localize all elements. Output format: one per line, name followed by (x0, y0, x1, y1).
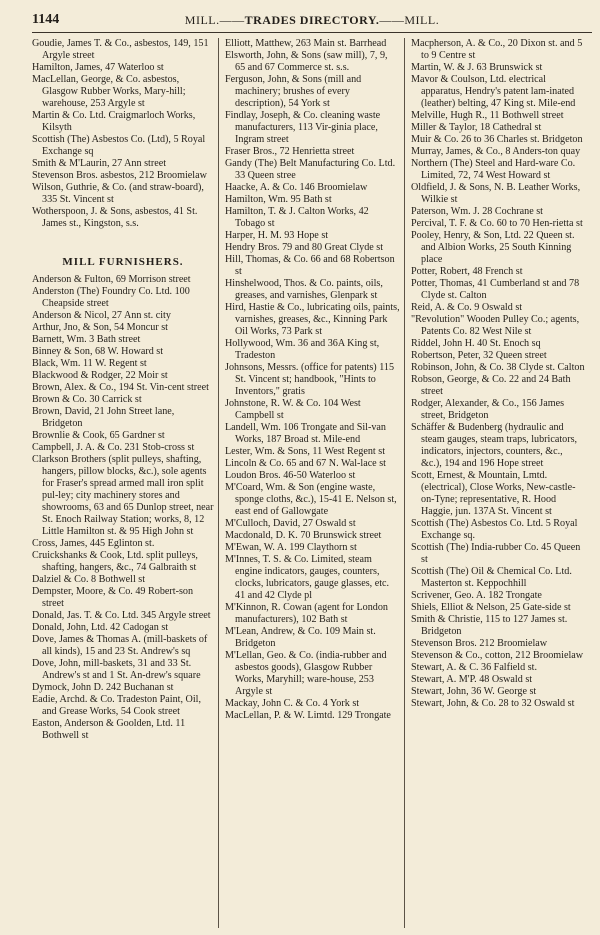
directory-entry: Oldfield, J. & Sons, N. B. Leather Works, Wilkie st (411, 182, 581, 205)
directory-entry: Johnsons, Messrs. (office for patents) 115 St. Vincent st; handbook, "Hints to Inventors," gratis (225, 362, 395, 397)
directory-entry: Eadie, Archd. & Co. Tradeston Paint, Oil, and Grease Works, 54 Cook street (32, 694, 202, 717)
directory-entry: Harper, H. M. 93 Hope st (225, 230, 329, 241)
running-title (32, 13, 592, 28)
directory-entry: Hamilton, Wm. 95 Bath st (225, 194, 332, 205)
directory-entry: Reid, A. & Co. 9 Oswald st (411, 302, 523, 313)
directory-entry: Robertson, Peter, 32 Queen street (411, 350, 547, 361)
directory-entry: Robson, George, & Co. 22 and 24 Bath street (411, 374, 571, 397)
directory-entry: Schäffer & Budenberg (hydraulic and steam gauges, steam traps, lubricators, indicators, injectors, counters, &c., &c.), 194 and 196 Hope street (411, 422, 578, 469)
directory-entry: MacLellan, George, & Co. asbestos, Glasgow Rubber Works, Mary-hill; warehouse, 253 Argyle st (32, 74, 186, 109)
directory-entry: Riddel, John H. 40 St. Enoch sq (411, 338, 541, 349)
directory-entry: Scott, Ernest, & Mountain, Lmtd. (electrical), Close Works, New-castle-on-Tyne; representative, R. Hood Haggie, jun. 137A St. Vincent st (411, 470, 576, 517)
directory-entry: Lester, Wm. & Sons, 11 West Regent st (225, 446, 386, 457)
directory-entry: Hinshelwood, Thos. & Co. paints, oils, greases, and varnishes, Glenpark st (225, 278, 383, 301)
running-left-word: MILL. (184, 13, 220, 27)
mill-furnishers-entries (32, 274, 214, 742)
directory-entry: Wotherspoon, J. & Sons, asbestos, 41 St. James st., Kingston, s.s. (32, 206, 198, 229)
running-sep-right: —— (379, 13, 405, 27)
column-3 (404, 38, 590, 928)
directory-entry: Brown, David, 21 John Street lane, Bridgeton (32, 406, 175, 429)
directory-entry: Easton, Anderson & Goolden, Ltd. 11 Bothwell st (32, 718, 186, 741)
directory-entry: Barnett, Wm. 3 Bath street (32, 334, 141, 345)
directory-entry: Cross, James, 445 Eglinton st. (32, 538, 155, 549)
column-1 (32, 38, 218, 928)
directory-entry: Smith & Christie, 115 to 127 James st. Bridgeton (411, 614, 568, 637)
directory-entry: Dymock, John D. 242 Buchanan st (32, 682, 174, 693)
directory-entry: Dove, John, mill-baskets, 31 and 33 St. Andrew's st and 1 St. An-drew's square (32, 658, 201, 681)
directory-entry: Brownlie & Cook, 65 Gardner st (32, 430, 165, 441)
directory-entry: Elliott, Matthew, 263 Main st. Barrhead (225, 38, 387, 49)
directory-entry: Mavor & Coulson, Ltd. electrical apparatus, Hendry's patent lam-inated (leather) belting, 47 King st. Mile-end (411, 74, 576, 109)
directory-entry: Campbell, J. A. & Co. 231 Stob-cross st (32, 442, 195, 453)
directory-entry: Brown, Alex. & Co., 194 St. Vin-cent street (32, 382, 209, 393)
directory-entry: Rodger, Alexander, & Co., 156 James street, Bridgeton (411, 398, 565, 421)
directory-entry: Potter, Robert, 48 French st (411, 266, 523, 277)
directory-entry: Anderston (The) Foundry Co. Ltd. 100 Cheapside street (32, 286, 190, 309)
section-heading-mill-furnishers: MILL FURNISHERS. (62, 256, 184, 268)
directory-entry: Muir & Co. 26 to 36 Charles st. Bridgeton (411, 134, 583, 145)
directory-entry: Hill, Thomas, & Co. 66 and 68 Robertson st (225, 254, 395, 277)
directory-entry: Ferguson, John, & Sons (mill and machinery; brushes of every description), 54 York st (225, 74, 362, 109)
directory-entry: Dalziel & Co. 8 Bothwell st (32, 574, 146, 585)
directory-entry: Hird, Hastie & Co., lubricating oils, paints, varnishes, greases, &c., Kinning Park Oil Works, 73 Park st (225, 302, 400, 337)
directory-entry: M'Innes, T. S. & Co. Limited, steam engine indicators, gauges, counters, clocks, lubricators, gauge glasses, etc. 41 and 42 Clyde pl (225, 554, 390, 601)
directory-entry: Anderson & Nicol, 27 Ann st. city (32, 310, 171, 321)
directory-entry: Cruickshanks & Cook, Ltd. split pulleys, shafting, hangers, &c., 74 Galbraith st (32, 550, 198, 573)
directory-entry: Dempster, Moore, & Co. 49 Robert-son street (32, 586, 194, 609)
running-sep-left: —— (219, 13, 245, 27)
directory-entry: Macdonald, D. K. 70 Brunswick street (225, 530, 382, 541)
directory-entry: Northern (The) Steel and Hard-ware Co. Limited, 72, 74 West Howard st (411, 158, 576, 181)
directory-entry: Findlay, Joseph, & Co. cleaning waste manufacturers, 113 Vir-ginia place, Ingram street (225, 110, 381, 145)
directory-columns (32, 38, 592, 928)
directory-entry: Arthur, Jno, & Son, 54 Moncur st (32, 322, 168, 333)
directory-entry: Hamilton, James, 47 Waterloo st (32, 62, 164, 73)
directory-entry: Potter, Thomas, 41 Cumberland st and 78 Clyde st. Calton (411, 278, 580, 301)
directory-entry: Donald, Jas. T. & Co. Ltd. 345 Argyle street (32, 610, 211, 621)
directory-entry: Hendry Bros. 79 and 80 Great Clyde st (225, 242, 384, 253)
directory-entry: Percival, T. F. & Co. 60 to 70 Hen-rietta st (411, 218, 583, 229)
directory-entry: Miller & Taylor, 18 Cathedral st (411, 122, 542, 133)
directory-entry: Lincoln & Co. 65 and 67 N. Wal-lace st (225, 458, 386, 469)
directory-entry: Blackwood & Rodger, 22 Moir st (32, 370, 168, 381)
directory-entry: Clarkson Brothers (split pulleys, shafting, hangers, pillow blocks, &c.), sole agents for Fraser's spread armed mall iron split pul-ley; city machinery stores and showrooms, 63 and 65 Dunlop street, near St. Enoch Railway Station; works, 8, 12 Little Hamilton st. & 95 High John st (32, 454, 214, 537)
directory-entry: Brown & Co. 30 Carrick st (32, 394, 142, 405)
directory-entry: Black, Wm. 11 W. Regent st (32, 358, 147, 369)
directory-entry: Martin, W. & J. 63 Brunswick st (411, 62, 543, 73)
section-gap (32, 230, 214, 254)
directory-entry: "Revolution" Wooden Pulley Co.; agents, Patents Co. 82 West Nile st (411, 314, 580, 337)
directory-entry: Anderson & Fulton, 69 Morrison street (32, 274, 191, 285)
directory-entry: Haacke, A. & Co. 146 Broomielaw (225, 182, 368, 193)
page-header (32, 10, 592, 33)
directory-entry: M'Coard, Wm. & Son (engine waste, sponge cloths, &c.), 15-41 E. Nelson st, east end of Gallowgate (225, 482, 397, 517)
directory-entry: M'Lean, Andrew, & Co. 109 Main st. Bridgeton (225, 626, 376, 649)
directory-entry: Stewart, John, & Co. 28 to 32 Oswald st (411, 698, 575, 709)
directory-entry: Macpherson, A. & Co., 20 Dixon st. and 5 to 9 Centre st (411, 38, 583, 61)
directory-entry: Hamilton, T. & J. Calton Works, 42 Tobago st (225, 206, 369, 229)
directory-entry: Stevenson Bros. asbestos, 212 Broomielaw (32, 170, 207, 181)
directory-entry: Hollywood, Wm. 36 and 36A King st, Tradeston (225, 338, 380, 361)
directory-entry: Robinson, John, & Co. 38 Clyde st. Calton (411, 362, 585, 373)
directory-entry: Dove, James & Thomas A. (mill-baskets of all kinds), 15 and 23 St. Andrew's sq (32, 634, 208, 657)
directory-entry: Scottish (The) Asbestos Co. (Ltd), 5 Royal Exchange sq (32, 134, 206, 157)
directory-entry: Martin & Co. Ltd. Craigmarloch Works, Kilsyth (32, 110, 196, 133)
directory-entry: Elsworth, John, & Sons (saw mill), 7, 9, 65 and 67 Commerce st. s.s. (225, 50, 388, 73)
directory-entry: Fraser Bros., 72 Henrietta street (225, 146, 355, 157)
directory-entry: Gandy (The) Belt Manufacturing Co. Ltd. 33 Queen stree (225, 158, 396, 181)
asbestos-entries (32, 38, 214, 230)
directory-entry: Scottish (The) Asbestos Co. Ltd. 5 Royal Exchange sq. (411, 518, 578, 541)
directory-entry: Stewart, A. & C. 36 Falfield st. (411, 662, 537, 673)
directory-entry: Scottish (The) India-rubber Co. 45 Queen st (411, 542, 581, 565)
directory-entry: Johnstone, R. W. & Co. 104 West Campbell st (225, 398, 361, 421)
directory-entry: Scottish (The) Oil & Chemical Co. Ltd. Masterton st. Keppochhill (411, 566, 572, 589)
directory-entry: Stewart, A. M'P. 48 Oswald st (411, 674, 533, 685)
directory-entry: Paterson, Wm. J. 28 Cochrane st (411, 206, 543, 217)
directory-entry: M'Kinnon, R. Cowan (agent for London manufacturers), 102 Bath st (225, 602, 388, 625)
directory-title: TRADES DIRECTORY. (244, 13, 380, 27)
directory-entry: M'Ewan, W. A. 199 Claythorn st (225, 542, 357, 553)
directory-entry: Stevenson Bros. 212 Broomielaw (411, 638, 548, 649)
column-2 (218, 38, 404, 928)
directory-entry: Shiels, Elliot & Nelson, 25 Gate-side st (411, 602, 571, 613)
directory-entry: Loudon Bros. 46-50 Waterloo st (225, 470, 356, 481)
directory-entry: M'Culloch, David, 27 Oswald st (225, 518, 356, 529)
directory-entry: Wilson, Guthrie, & Co. (and straw-board), 335 St. Vincent st (32, 182, 204, 205)
directory-entry: M'Lellan, Geo. & Co. (india-rubber and asbestos goods), Glasgow Rubber Works, Maryhill; ware-house, 253 Argyle st (225, 650, 387, 697)
directory-entry: MacLellan, P. & W. Limtd. 129 Trongate (225, 710, 391, 721)
directory-entry: Donald, John, Ltd. 42 Cadogan st (32, 622, 169, 633)
directory-entry: Binney & Son, 68 W. Howard st (32, 346, 164, 357)
directory-entry: Pooley, Henry, & Son, Ltd. 22 Queen st. and Albion Works, 25 South Kinning place (411, 230, 575, 265)
directory-entry: Smith & M'Laurin, 27 Ann street (32, 158, 167, 169)
directory-entry: Goudie, James T. & Co., asbestos, 149, 151 Argyle street (32, 38, 209, 61)
directory-entry: Mackay, John C. & Co. 4 York st (225, 698, 360, 709)
page-number: 1144 (32, 12, 60, 27)
directory-entry: Stewart, John, 36 W. George st (411, 686, 537, 697)
directory-entry: Landell, Wm. 106 Trongate and Sil-van Works, 187 Broad st. Mile-end (225, 422, 386, 445)
directory-entry: Stevenson & Co., cotton, 212 Broomielaw (411, 650, 584, 661)
directory-entry: Melville, Hugh R., 11 Bothwell street (411, 110, 564, 121)
directory-entry: Murray, James, & Co., 8 Anders-ton quay (411, 146, 581, 157)
directory-entry: Scrivener, Geo. A. 182 Trongate (411, 590, 542, 601)
running-right-word: MILL. (404, 13, 440, 27)
